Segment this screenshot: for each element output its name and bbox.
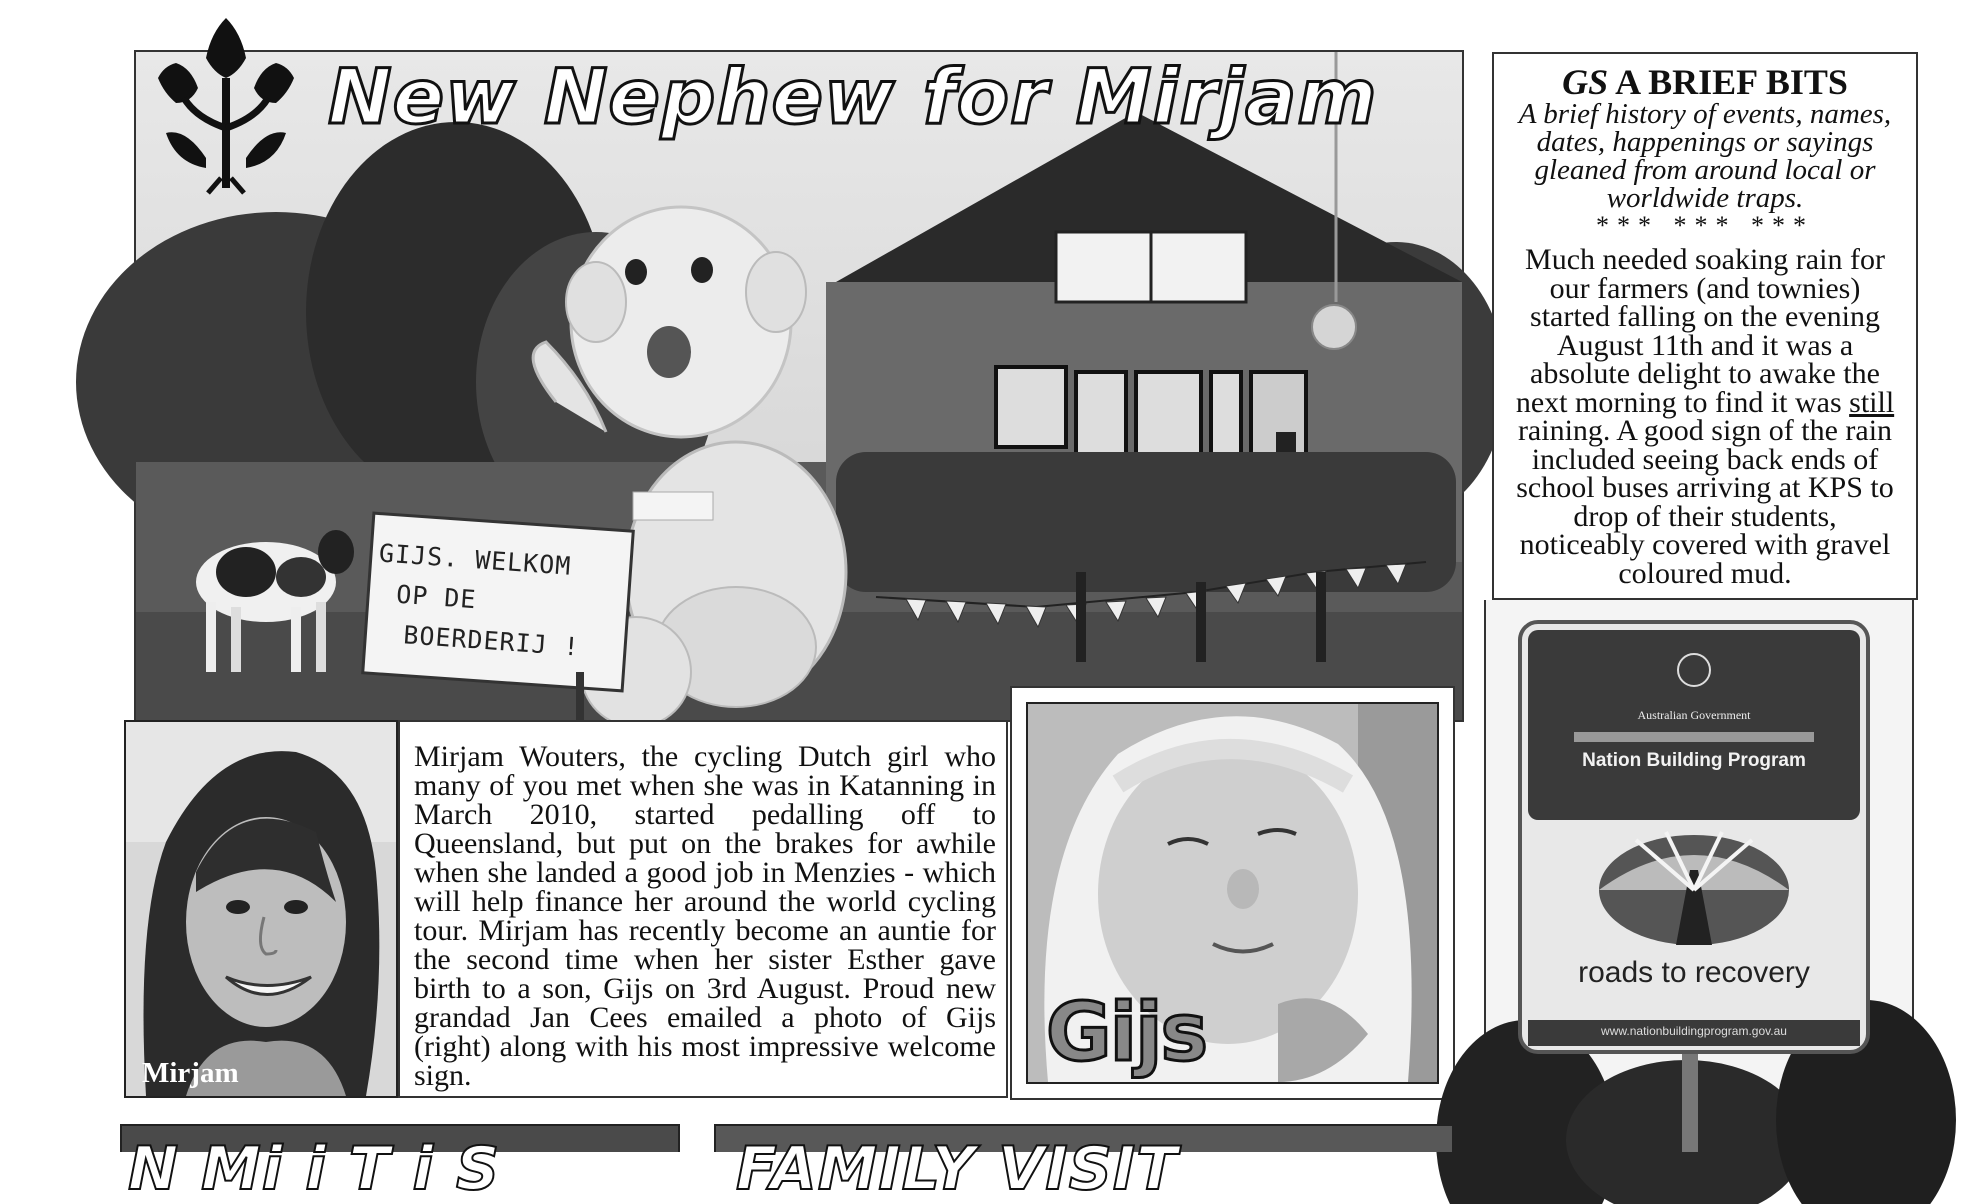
sign-gov-text: Australian Government: [1637, 708, 1751, 722]
road-sign-photo: [1484, 600, 1914, 1152]
portrait-caption: Mirjam: [142, 1057, 239, 1089]
sign-line-2: OP DE: [395, 579, 478, 615]
road-sign-scene: [1486, 600, 1912, 1152]
sign-tagline-text: roads to recovery: [1578, 956, 1810, 989]
brief-bits-sidebar: [1492, 52, 1918, 600]
bottom-right-headline: FAMILY VISIT: [736, 1134, 1179, 1204]
article-headline: New Nephew for Mirjam: [328, 52, 1378, 141]
article-body-frame: [398, 720, 1008, 1098]
baby-name-label: Gijs: [1046, 986, 1207, 1079]
sign-line-1: GIJS. WELKOM: [378, 538, 573, 581]
tulip-logo-icon: [146, 8, 306, 198]
article-body-text: Mirjam Wouters, the cycling Dutch girl who many of you met when she was in Katanning in March 2010, started pedalling off to Queensland, but put on the brakes for awhile when she landed a good job in Menzies - which will help finance her around the world cycling tour. Mirjam has recently become an auntie for the second time when her sister Esther gave birth to a son, Gijs on 3rd August. Proud new grandad Jan Cees emailed a photo of Gijs (right) along with his most impressive welcome sign.: [414, 740, 996, 1092]
mirjam-portrait: [124, 720, 398, 1098]
bottom-left-headline: N Mi i T i S: [128, 1134, 501, 1204]
baby-photo-frame: [1010, 686, 1455, 1100]
bottom-right-strip: [714, 1124, 1454, 1204]
sidebar-news-item: [1508, 243, 1902, 590]
sign-line-3: BOERDERIJ !: [402, 620, 581, 662]
news-text-after: raining. A good sign of the rain included seeing back ends of school buses arriving at KPS to drop of their students, noticeably covered with gravel coloured mud.: [1516, 414, 1894, 590]
baby-photo: [1026, 702, 1439, 1084]
sidebar-divider-stars: *** *** ***: [1596, 211, 1814, 240]
farmhouse-photo: [136, 52, 1462, 720]
news-text-underlined: still: [1849, 385, 1895, 419]
sidebar-title: [1508, 64, 1902, 100]
news-text-before: Much needed soaking rain for our farmers (and townies) started falling on the evening August 11th and it was a absolute delight to awake the next morning to find it was: [1515, 243, 1885, 419]
bottom-left-strip: [120, 1124, 680, 1204]
welcome-sign-text: [372, 533, 630, 670]
sidebar-title-prefix: GS: [1562, 62, 1609, 102]
sidebar-subtitle: A brief history of events, names, dates, happenings or sayings gleaned from around local or worldwide traps.: [1518, 98, 1892, 214]
sidebar-title-rest: A BRIEF BITS: [1608, 62, 1848, 102]
sign-program-text: Nation Building Program: [1582, 750, 1806, 771]
portrait-image: [126, 722, 396, 1096]
feature-photo-frame: [134, 50, 1464, 722]
sign-url-text: www.nationbuildingprogram.gov.au: [1601, 1024, 1787, 1038]
